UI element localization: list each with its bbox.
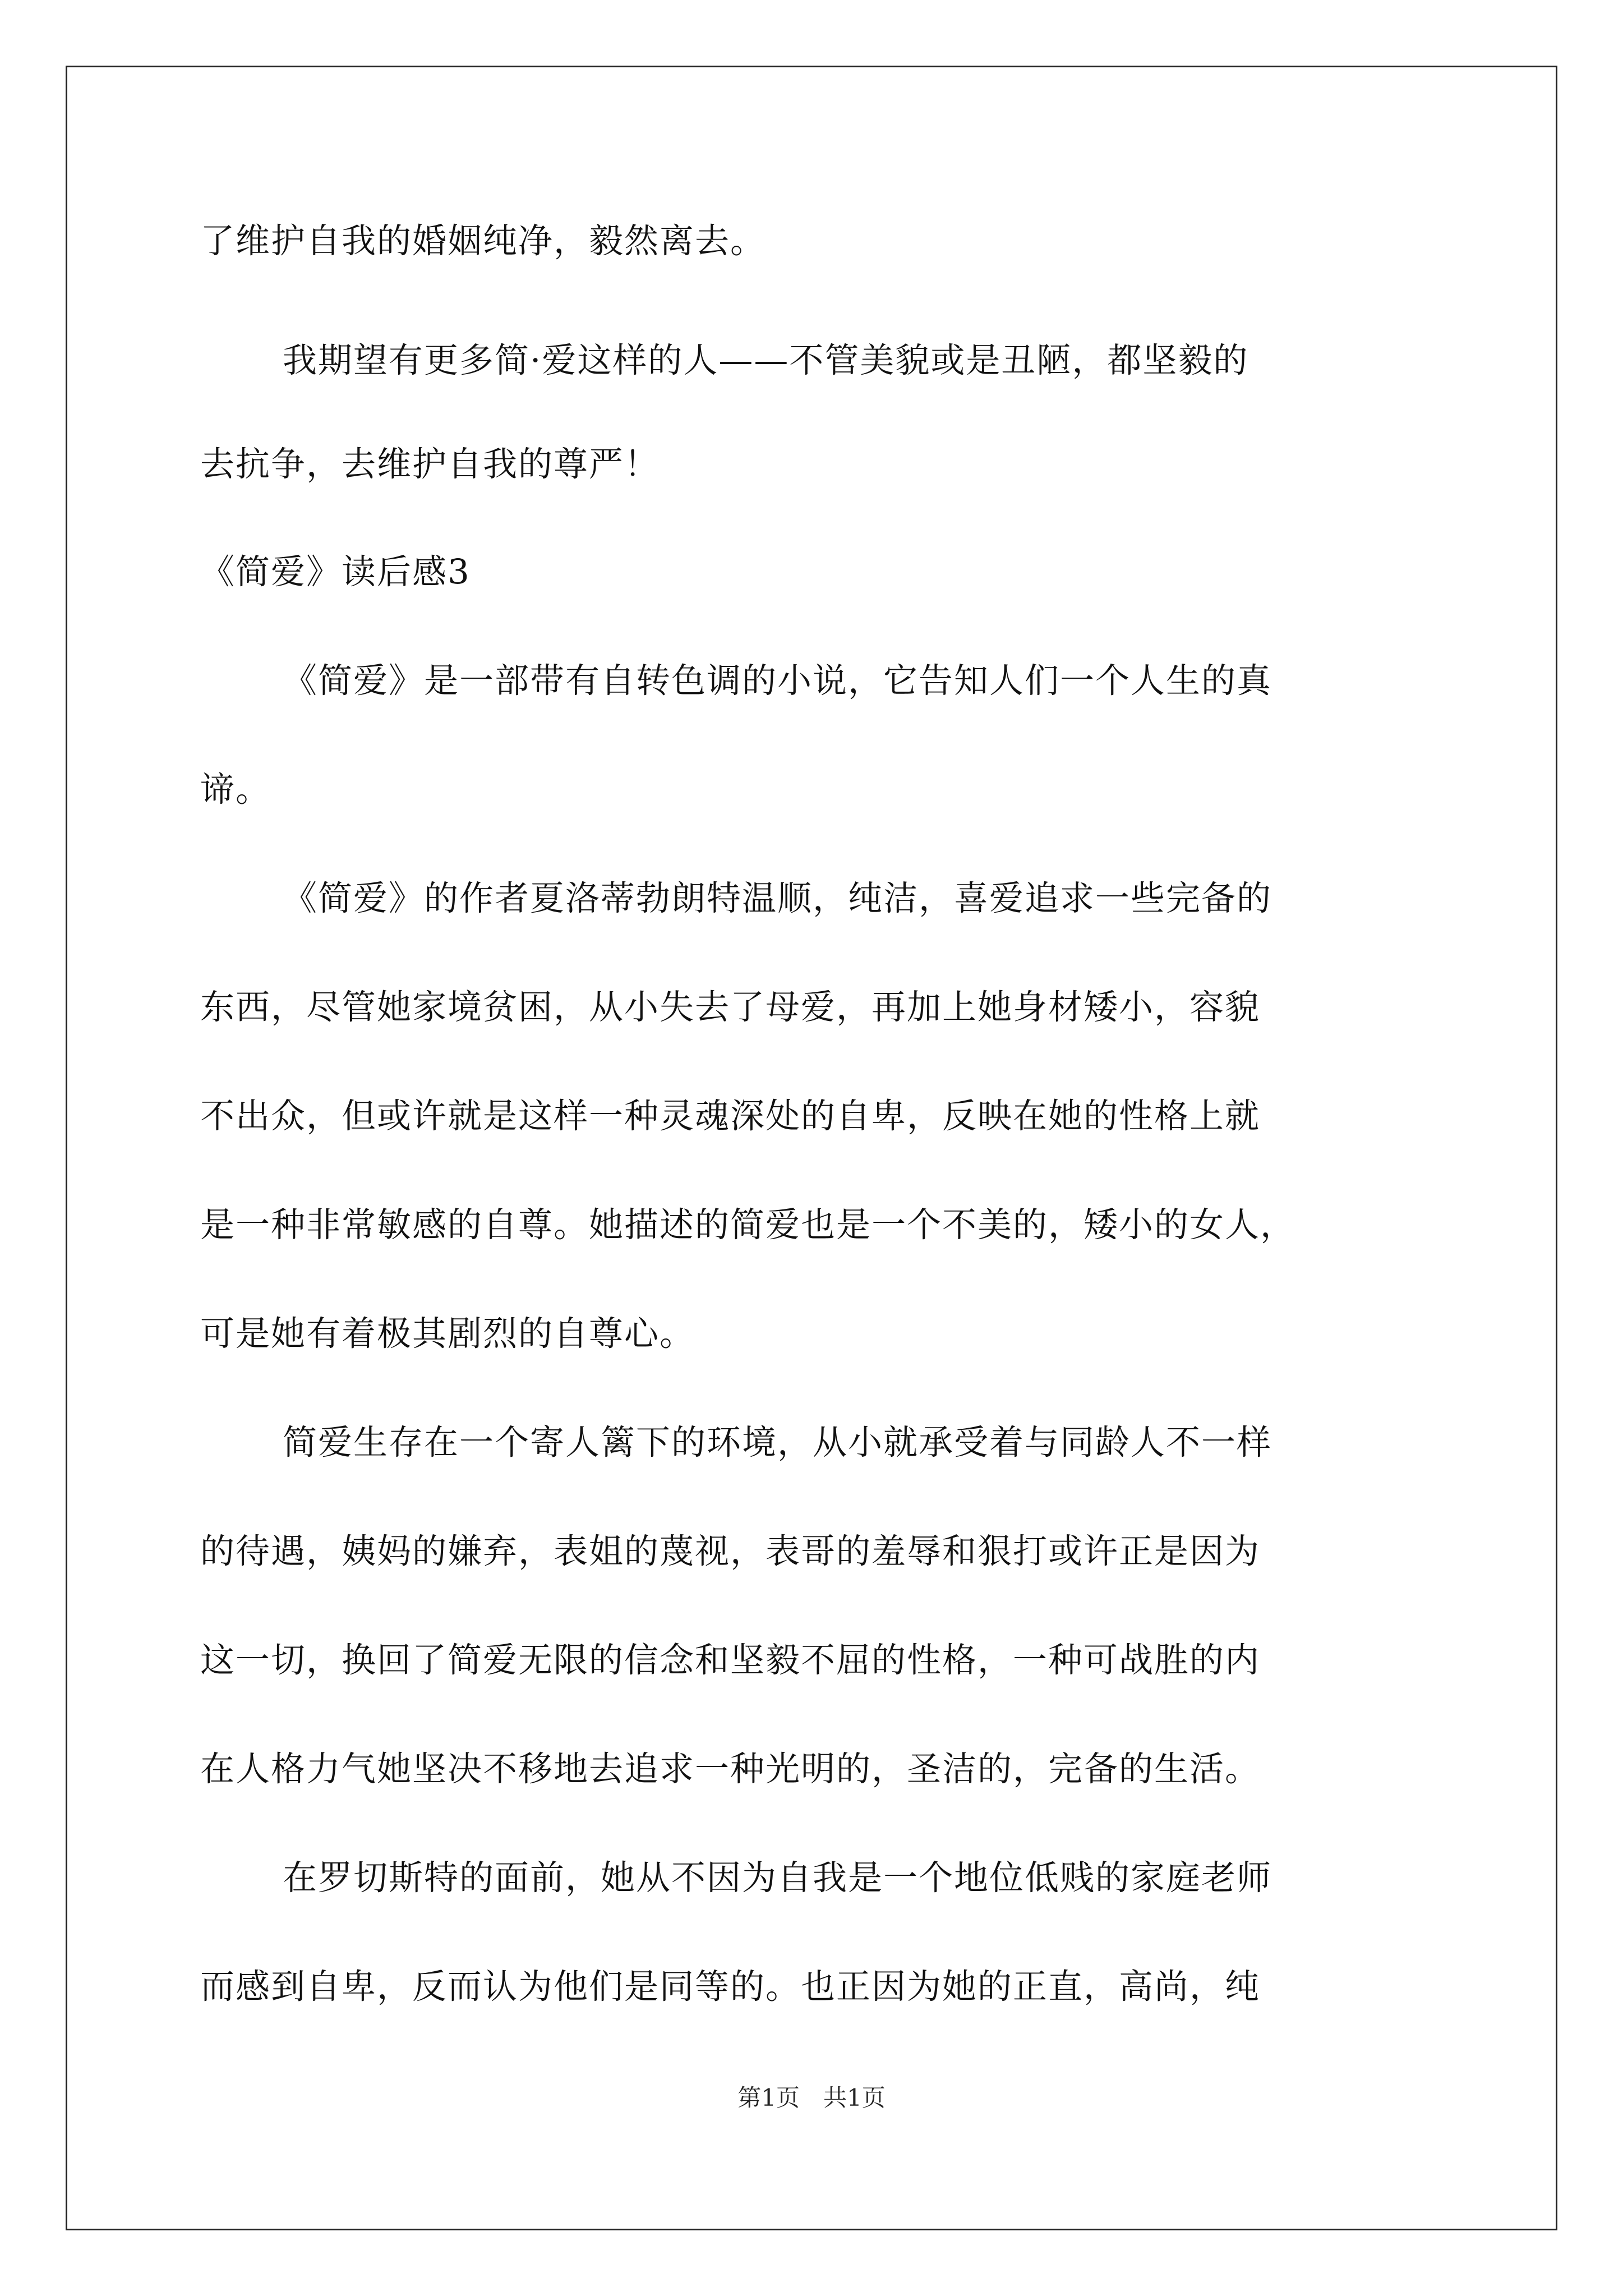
paragraph-line: 在罗切斯特的面前，她从不因为自我是一个地位低贱的家庭老师: [283, 1858, 1272, 1898]
text-line: 是一种非常敏感的自尊。她描述的简爱也是一个不美的，矮小的女人，: [200, 1205, 1296, 1245]
paragraph-line: 《简爱》是一部带有自转色调的小说，它告知人们一个人生的真: [283, 661, 1272, 701]
text-line: 而感到自卑，反而认为他们是同等的。也正因为她的正直，高尚，纯: [200, 1967, 1261, 2007]
text-line: 东西，尽管她家境贫困，从小失去了母爱，再加上她身材矮小，容貌: [200, 987, 1261, 1027]
text-line: 去抗争，去维护自我的尊严！: [200, 444, 660, 484]
text-line: 的待遇，姨妈的嫌弃，表姐的蔑视，表哥的羞辱和狠打或许正是因为: [200, 1531, 1261, 1571]
text-line: 这一切，换回了简爱无限的信念和坚毅不屈的性格，一种可战胜的内: [200, 1640, 1261, 1680]
page-border: [66, 66, 1557, 2230]
paragraph-line: 我期望有更多简·爱这样的人——不管美貌或是丑陋，都坚毅的: [283, 341, 1249, 380]
paragraph-line: 《简爱》的作者夏洛蒂勃朗特温顺，纯洁，喜爱追求一些完备的: [283, 878, 1272, 918]
text-line: 谛。: [200, 770, 271, 809]
text-line: 可是她有着极其剧烈的自尊心。: [200, 1314, 695, 1354]
text-line: 了维护自我的婚姻纯净，毅然离去。: [200, 221, 766, 261]
section-heading: 《简爱》读后感3: [200, 552, 471, 592]
text-line: 不出众，但或许就是这样一种灵魂深处的自卑，反映在她的性格上就: [200, 1096, 1261, 1136]
paragraph-line: 简爱生存在一个寄人篱下的环境，从小就承受着与同龄人不一样: [283, 1423, 1272, 1462]
text-line: 在人格力气她坚决不移地去追求一种光明的，圣洁的，完备的生活。: [200, 1749, 1261, 1789]
page-footer: 第1页 共1页: [737, 2084, 886, 2111]
